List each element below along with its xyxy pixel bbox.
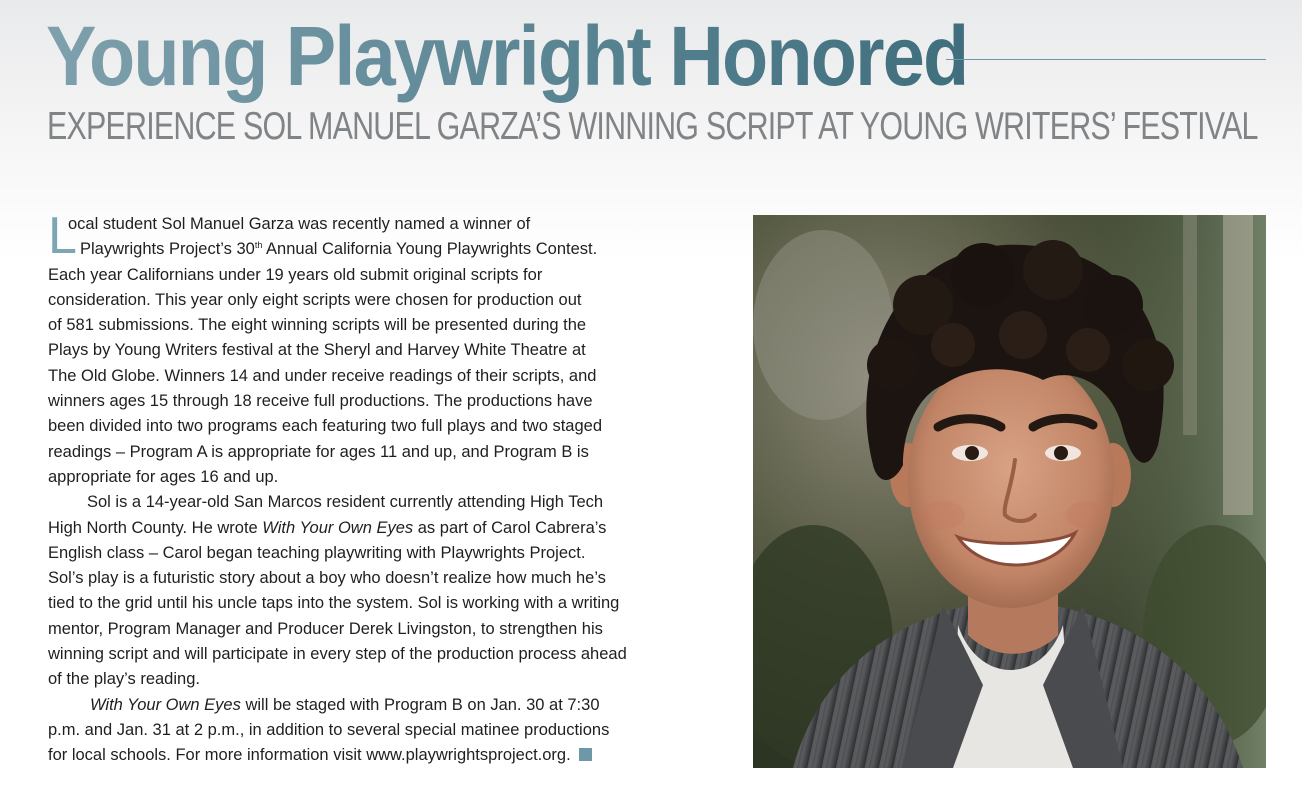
body-line: Each year Californians under 19 years old submit original scripts for [48, 265, 543, 284]
body-line: winning script and will participate in every step of the production process ahead [48, 645, 627, 664]
body-line: for local schools. For more information visit www.playwrightsproject.org. [48, 743, 688, 768]
body-line: of the play’s reading. [48, 670, 200, 689]
article-body [48, 207, 688, 769]
body-line: been divided into two programs each featuring two full plays and two staged [48, 417, 602, 436]
portrait-photo [753, 215, 1266, 768]
headline-rule [946, 59, 1266, 60]
body-line: of 581 submissions. The eight winning scripts will be presented during the [48, 316, 587, 335]
end-mark-icon [579, 748, 592, 761]
deck-subtitle: EXPERIENCE SOL MANUEL GARZA’S WINNING SCRIPT AT YOUNG WRITERS’ FESTIVAL [47, 105, 1258, 148]
play-title: With Your Own Eyes [262, 518, 414, 537]
ordinal-suffix: th [254, 240, 263, 251]
body-line: tied to the grid until his uncle taps into the system. Sol is working with a writing [48, 594, 620, 613]
body-line: Sol’s play is a futuristic story about a boy who doesn’t realize how much he’s [48, 569, 606, 588]
body-line: The Old Globe. Winners 14 and under receive readings of their scripts, and [48, 366, 597, 385]
body-line: consideration. This year only eight scripts were chosen for production out [48, 290, 582, 309]
body-line: High North County. He wrote With Your Own Eyes as part of Carol Cabrera’s [48, 518, 607, 537]
body-line: Plays by Young Writers festival at the Sheryl and Harvey White Theatre at [48, 341, 586, 360]
body-line: p.m. and Jan. 31 at 2 p.m., in addition to several special matinee productions [48, 720, 610, 739]
body-line: Sol is a 14-year-old San Marcos resident currently attending High Tech [87, 493, 604, 512]
body-line: With Your Own Eyes will be staged with Program B on Jan. 30 at 7:30 [90, 695, 600, 714]
drop-cap: L [48, 207, 77, 265]
body-line: mentor, Program Manager and Producer Derek Livingston, to strengthen his [48, 619, 603, 638]
body-line: English class – Carol began teaching playwriting with Playwrights Project. [48, 543, 586, 562]
portrait-illustration [753, 215, 1266, 768]
play-title: With Your Own Eyes [90, 695, 241, 714]
body-line: ocal student Sol Manuel Garza was recently named a winner of [68, 215, 531, 233]
headline: Young Playwright Honored [46, 6, 967, 106]
body-line: appropriate for ages 16 and up. [48, 467, 279, 486]
body-line: winners ages 15 through 18 receive full productions. The productions have [48, 392, 593, 411]
body-line: Playwrights Project’s 30th Annual California Young Playwrights Contest. [80, 240, 598, 259]
body-line: readings – Program A is appropriate for ages 11 and up, and Program B is [48, 442, 589, 461]
